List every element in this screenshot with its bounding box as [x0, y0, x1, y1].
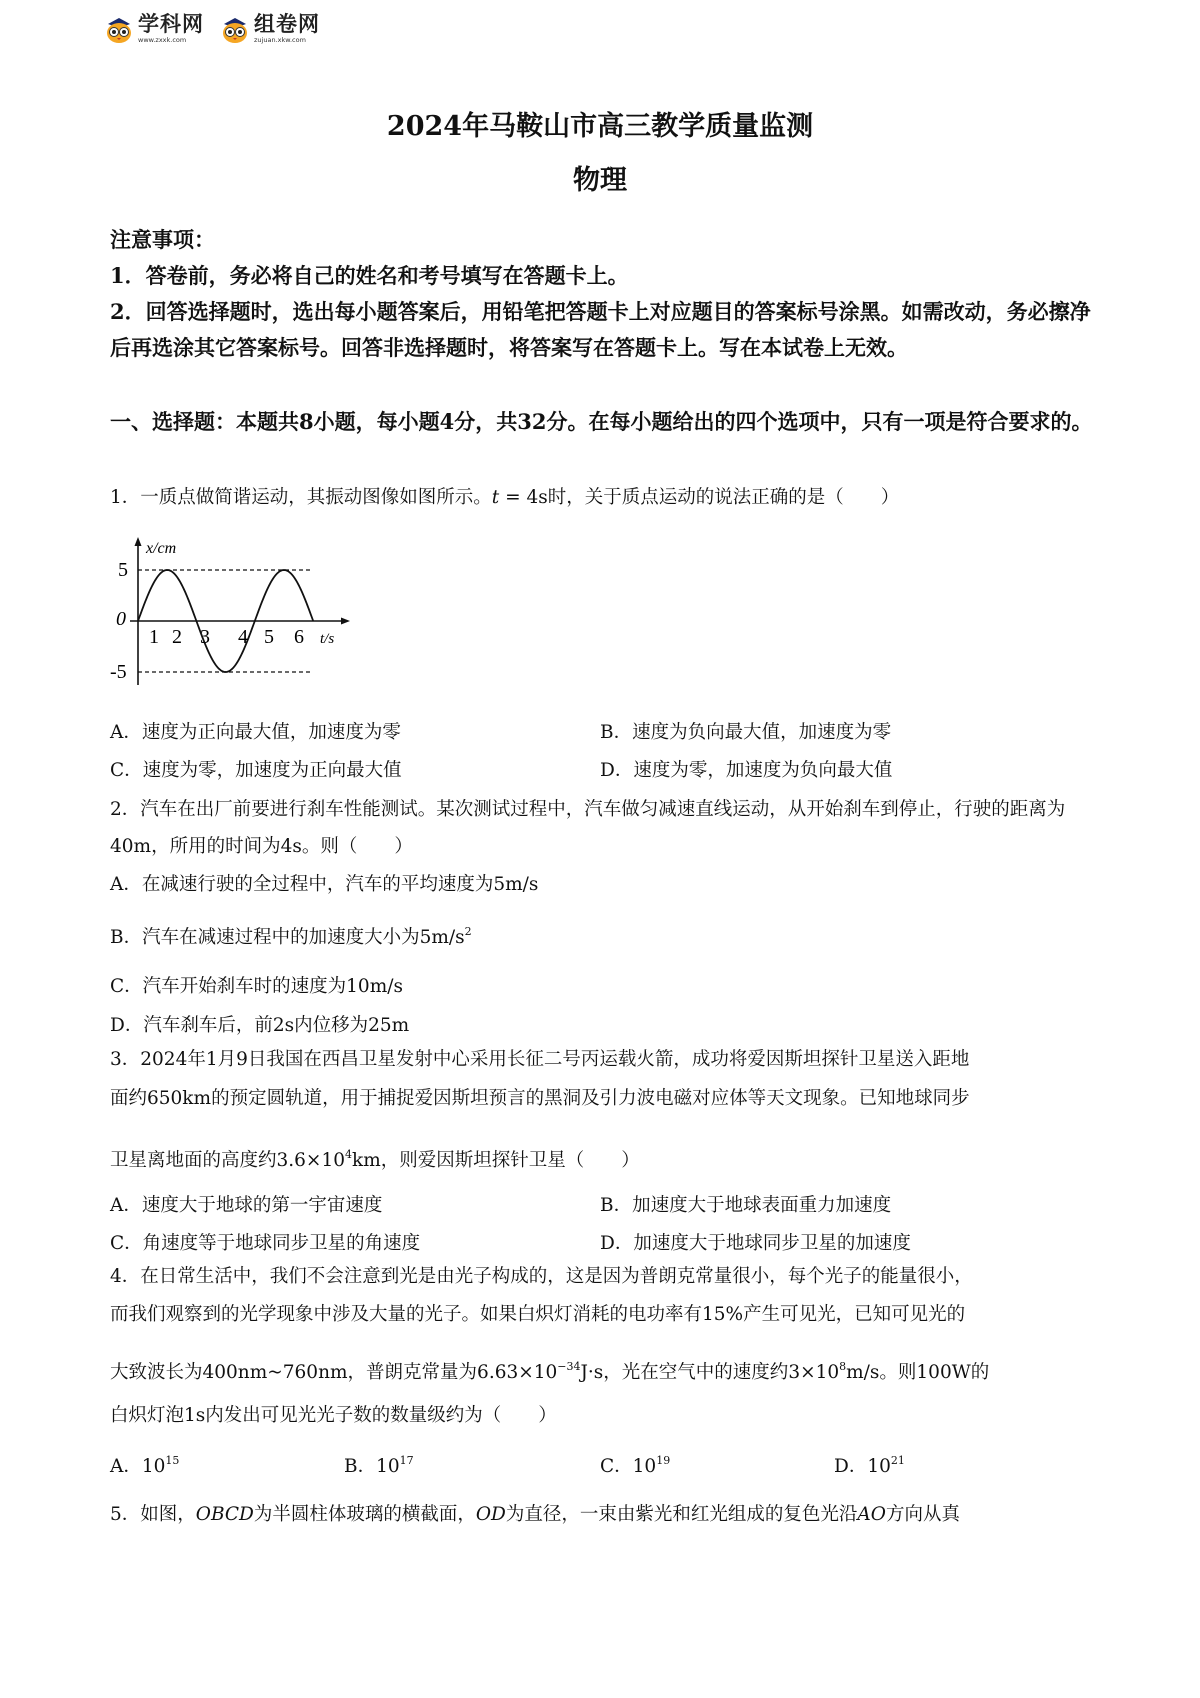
q4-option-d-label: D．	[834, 1456, 868, 1477]
y-tick-5: 5	[118, 559, 128, 581]
q2-option-b-value: 5m/s	[419, 927, 465, 948]
logo2-name: 组卷网	[254, 12, 320, 37]
q5-text-2: 为半圆柱体玻璃的横截面，	[253, 1504, 476, 1525]
logo2-url: zujuan.xkw.com	[254, 36, 306, 45]
q4-option-a-base: 10	[141, 1456, 166, 1477]
q4-line3-c: 。则100W的	[879, 1362, 990, 1383]
q1-option-a[interactable]: A．速度为正向最大值，加速度为零	[110, 722, 401, 743]
q5-text-3: 为直径，一束由紫光和红光组成的复色光沿	[505, 1504, 858, 1525]
q1-option-d[interactable]: D．速度为零，加速度为负向最大值	[600, 760, 893, 781]
q4-option-b-exp: 17	[399, 1454, 414, 1467]
q3-line3-a: 卫星离地面的高度约	[110, 1150, 277, 1171]
y-axis-label: x/cm	[146, 540, 177, 557]
zujuan-logo[interactable]	[220, 14, 320, 44]
q2-option-c[interactable]: C．汽车开始刹车时的速度为10m/s	[110, 976, 403, 997]
q5-var-od: OD	[475, 1504, 506, 1525]
q4-lightspeed-exponent: 8	[839, 1360, 847, 1373]
q4-option-c-base: 10	[632, 1456, 657, 1477]
q4-line3-b: ，光在空气中的速度约	[603, 1362, 789, 1383]
q3-line3-b: ，则爱因斯坦探针卫星（ ）	[380, 1150, 640, 1171]
notice-heading: 注意事项：	[110, 227, 215, 252]
q1-var-t: t	[491, 487, 500, 508]
q5-text-4: 方向从真	[885, 1504, 960, 1525]
q4-option-d[interactable]	[834, 1452, 905, 1478]
q1-vibration-graph	[108, 533, 358, 693]
q4-option-b-base: 10	[376, 1456, 400, 1477]
q3-height-number: 3.6×10	[276, 1150, 345, 1171]
question-2-stem: 2．汽车在出厂前要进行刹车性能测试。某次测试过程中，汽车做匀减速直线运动，从开始刹车到停止，行驶的距离为40m，所用的时间为4s。则（ ）	[110, 799, 1066, 857]
y-tick-0: 0	[116, 608, 126, 630]
q4-planck-number: 6.63×10	[477, 1362, 558, 1383]
q4-option-c-label: C．	[600, 1456, 633, 1477]
y-tick-neg5: -5	[110, 661, 127, 683]
q4-option-a[interactable]	[110, 1452, 179, 1478]
q2-option-b-text: B．汽车在减速过程中的加速度大小为	[110, 927, 420, 948]
q3-option-d[interactable]: D．加速度大于地球同步卫星的加速度	[600, 1233, 911, 1254]
owl-mascot-icon	[220, 14, 250, 44]
q1-option-c[interactable]: C．速度为零，加速度为正向最大值	[110, 760, 402, 781]
q1-option-b[interactable]: B．速度为负向最大值，加速度为零	[600, 722, 892, 743]
question-4-line-1: 4．在日常生活中，我们不会注意到光是由光子构成的，这是因为普朗克常量很小，每个光子的能量很小，	[110, 1266, 973, 1287]
question-3-line-1: 3．2024年1月9日我国在西昌卫星发射中心采用长征二号丙运载火箭，成功将爱因斯坦探针卫星送入距地	[110, 1049, 970, 1070]
q4-option-b[interactable]	[344, 1452, 414, 1478]
y-axis-arrow	[135, 537, 142, 546]
q3-height-unit: km	[351, 1150, 381, 1171]
x-axis-arrow	[341, 618, 350, 625]
q4-option-a-exp: 15	[165, 1454, 180, 1467]
q5-text-1: 5．如图，	[110, 1504, 196, 1525]
x-axis-label: t/s	[320, 631, 335, 647]
q5-var-ao: AO	[857, 1504, 886, 1525]
q4-option-c-exp: 19	[656, 1454, 671, 1467]
q2-option-d[interactable]: D．汽车刹车后，前2s内位移为25m	[110, 1015, 410, 1036]
logo1-url: www.zxxk.com	[138, 36, 187, 45]
q4-option-a-label: A．	[110, 1456, 142, 1477]
q3-option-b[interactable]: B．加速度大于地球表面重力加速度	[600, 1195, 892, 1216]
notice-item-1: 1．答卷前，务必将自己的姓名和考号填写在答题卡上。	[110, 263, 629, 288]
q4-lightspeed-unit: m/s	[846, 1362, 880, 1383]
x-tick-4: 4	[238, 626, 248, 648]
q4-lightspeed-number: 3×10	[788, 1362, 840, 1383]
x-tick-2: 2	[172, 626, 182, 648]
question-4-line-3	[110, 1348, 1100, 1391]
x-tick-5: 5	[264, 626, 274, 648]
question-3-line-2: 面约650km的预定圆轨道，用于捕捉爱因斯坦预言的黑洞及引力波电磁对应体等天文现象。已知地球同步	[110, 1088, 970, 1109]
q4-option-d-base: 10	[867, 1456, 891, 1477]
q1-stem-a: 1．一质点做简谐运动，其振动图像如图所示。	[110, 487, 492, 508]
q4-option-c[interactable]	[600, 1452, 670, 1478]
section-heading: 一、选择题：本题共8小题，每小题4分，共32分。在每小题给出的四个选项中，只有一项是符合要求的。	[110, 409, 1093, 434]
subject-title: 物理	[573, 165, 627, 196]
x-tick-1: 1	[149, 626, 159, 648]
q4-planck-unit: J·s	[580, 1362, 604, 1383]
q3-option-a[interactable]: A．速度大于地球的第一宇宙速度	[110, 1195, 383, 1216]
question-1-stem	[110, 479, 1100, 516]
zxxk-logo[interactable]	[104, 14, 204, 44]
q2-option-a[interactable]: A．在减速行驶的全过程中，汽车的平均速度为5m/s	[110, 874, 539, 895]
q4-option-b-label: B．	[344, 1456, 377, 1477]
q4-planck-exponent: −34	[557, 1360, 581, 1373]
question-5-line-1	[110, 1496, 1100, 1533]
x-tick-3: 3	[200, 626, 210, 648]
exam-title: 2024年马鞍山市高三教学质量监测	[386, 111, 814, 142]
q2-option-b[interactable]	[110, 923, 472, 949]
question-4-line-2: 而我们观察到的光学现象中涉及大量的光子。如果白炽灯消耗的电功率有15%产生可见光，已知可见光的	[110, 1304, 966, 1325]
q1-stem-b: = 4s时，关于质点运动的说法正确的是（ ）	[499, 487, 900, 508]
notice-item-2: 2．回答选择题时，选出每小题答案后，用铅笔把答题卡上对应题目的答案标号涂黑。如需改动，务必擦净后再选涂其它答案标号。回答非选择题时，将答案写在答题卡上。写在本试卷上无效。	[110, 299, 1091, 360]
question-4-line-4: 白炽灯泡1s内发出可见光光子数的数量级约为（ ）	[110, 1405, 557, 1426]
q4-line3-a: 大致波长为400nm~760nm，普朗克常量为	[110, 1362, 478, 1383]
q2-option-b-exponent: 2	[464, 925, 472, 938]
owl-mascot-icon	[104, 14, 134, 44]
x-tick-6: 6	[294, 626, 304, 648]
q4-option-d-exp: 21	[890, 1454, 905, 1467]
q3-option-c[interactable]: C．角速度等于地球同步卫星的角速度	[110, 1233, 421, 1254]
header-logos	[104, 14, 320, 44]
q5-var-obcd: OBCD	[195, 1504, 254, 1525]
question-3-line-3	[110, 1136, 1100, 1179]
q3-height-exponent: 4	[344, 1148, 352, 1161]
logo1-name: 学科网	[138, 12, 204, 37]
